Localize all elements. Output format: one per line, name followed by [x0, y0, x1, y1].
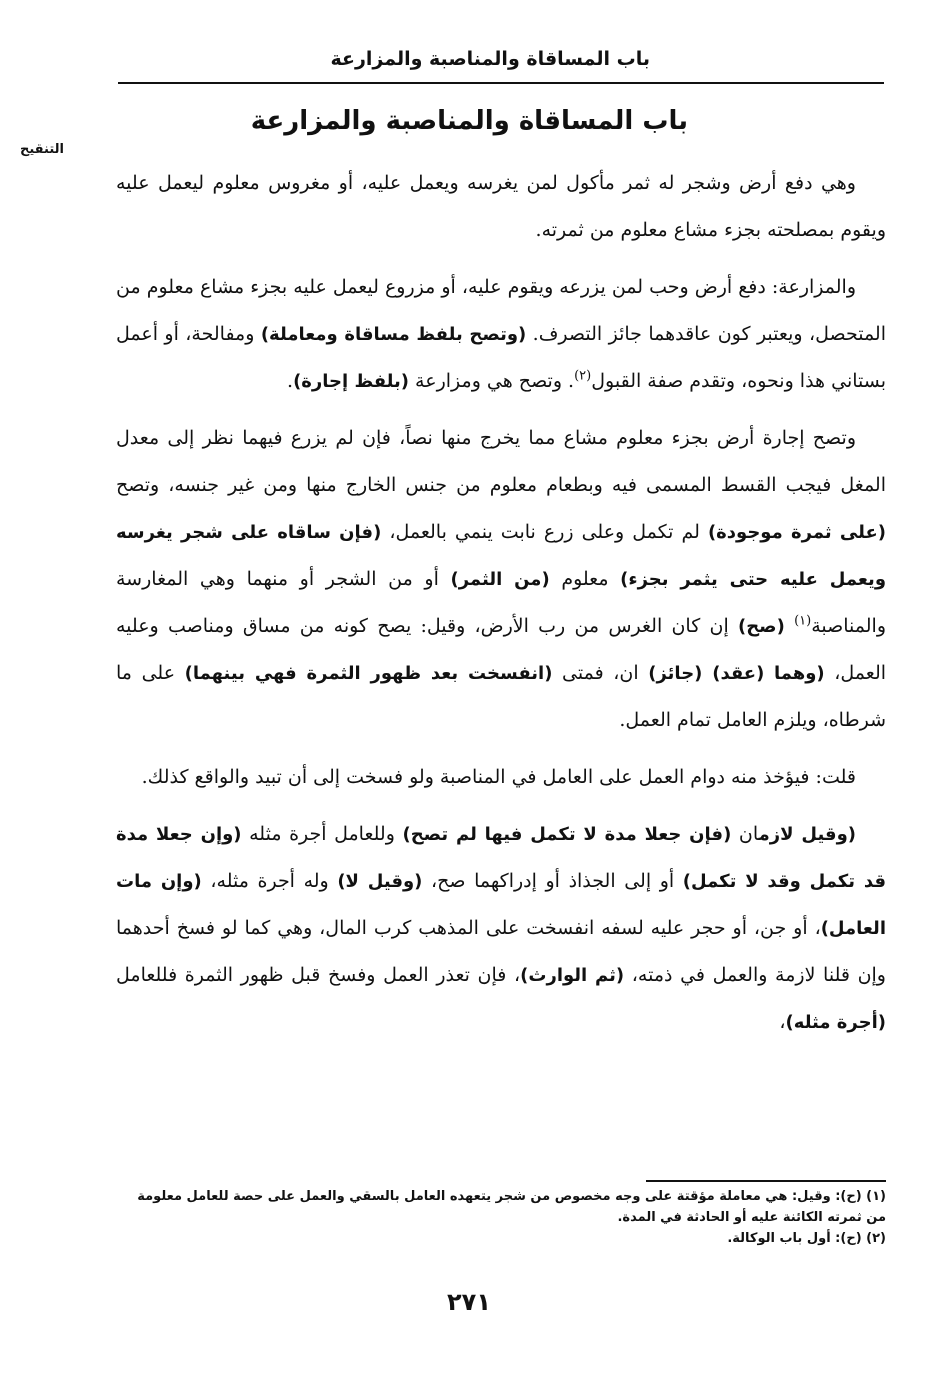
paragraph-definition-musaqat: وهي دفع أرض وشجر له ثمر مأكول لمن يغرسه ويعمل عليه، أو مغروس معلوم ليعمل عليه ويقوم بمصلحته بجزء مشاع معلوم من ثمرته. — [116, 172, 886, 241]
bold-run: (على ثمرة موجودة) — [707, 522, 886, 543]
header-rule — [118, 82, 884, 84]
bold-run: (عقد) (جائز) — [648, 663, 765, 684]
text-run: أو من الشجر أو منهما وهي المغارسة والمناصبة — [116, 568, 887, 637]
text-run: إن كان الغرس من رب الأرض، وقيل: يصح كونه من مساق ومناصب وعليه العمل، — [116, 615, 887, 684]
running-header: باب المساقاة والمناصبة والمزارعة — [330, 48, 650, 70]
body-text — [116, 160, 886, 1056]
text-run: ، فإن تعذر العمل وفسخ قبل ظهور الثمرة فللعامل — [116, 964, 521, 986]
bold-run: (من الثمر) — [450, 569, 550, 590]
text-run: ومفالحة، أو أعمل بستاني هذا ونحوه، وتقدم صفة القبول — [116, 323, 886, 392]
text-run: على ما شرطاه، ويلزم العامل تمام العمل. — [116, 662, 886, 731]
bold-run: (وهما — [773, 663, 825, 684]
text-run — [785, 615, 794, 637]
bold-run: (أجرة مثله) — [785, 1012, 886, 1033]
text-run: وللعامل أجرة مثله — [241, 823, 403, 845]
bold-run: (وتصح بلفظ مساقاة ومعاملة) — [260, 324, 527, 345]
paragraph-lazim — [116, 811, 886, 1046]
paragraph-ijara — [116, 415, 886, 744]
text-run: وتصح إجارة أرض بجزء معلوم مشاع مما يخرج منها نصاً، فإن لم يزرع فيهما نظر إلى معدل المغل فيجب القسط المسمى فيه وبطعام معلوم من جنس الخارج منها ومن غير جنسه، وتصح — [116, 427, 886, 496]
footnote-ref-1[interactable]: (١) — [794, 613, 812, 629]
text-run: ان — [731, 823, 759, 845]
text-run: ، — [779, 1011, 786, 1033]
bold-run: (وإن جعلا مدة قد تكمل وقد لا تكمل) — [116, 824, 887, 892]
bold-run: (انفسخت بعد ظهور الثمرة فهي بينهما) — [184, 663, 553, 684]
bold-run: (وقيل لا) — [337, 871, 423, 892]
chapter-title: باب المساقاة والمناصبة والمزارعة — [250, 106, 688, 136]
margin-note: التنقيح — [20, 142, 64, 157]
footnote-ref-2[interactable]: (٢) — [574, 368, 592, 384]
text-run: لم تكمل وعلى زرع نابت ينمي بالعمل، — [381, 521, 708, 543]
text-run: أو إلى الجذاذ أو إدراكهما صح، — [422, 870, 683, 892]
paragraph-qultu: قلت: فيؤخذ منه دوام العمل على العامل في المناصبة ولو فسخت إلى أن تبيد والواقع كذلك. — [141, 766, 856, 788]
footnote-rule — [646, 1180, 886, 1182]
footnotes — [116, 1186, 886, 1249]
bold-run: (فإن ساقاه على شجر يغرسه ويعمل عليه حتى يثمر بجزء) — [116, 522, 887, 590]
bold-run: (بلفظ إجارة) — [293, 371, 410, 392]
text-run: . وتصح هي ومزارعة — [409, 370, 575, 392]
text-run: . — [287, 370, 294, 392]
paragraph-muzaraa — [116, 264, 886, 405]
text-run: ان، فمتى — [552, 662, 649, 684]
text-run: وله أجرة مثله، — [201, 870, 338, 892]
page-number: ٢٧١ — [447, 1288, 491, 1316]
footnote-1: (١) (ح): وقيل: هي معاملة مؤقتة على وجه مخصوص من شجر يتعهده العامل بالسقي والعمل على حصة للعامل معلومة من ثمرته الكائنة عليه أو الحادثة في المدة. — [137, 1189, 886, 1225]
text-run: ، أو جن، أو حجر عليه لسفه انفسخت على المذهب كرب المال، وهي كما لو فسخ أحدهما وإن قلنا لازمة والعمل في ذمته، — [116, 917, 886, 986]
bold-run: (وقيل لازم — [758, 824, 856, 845]
text-run: معلوم — [549, 568, 621, 590]
text-run — [764, 662, 774, 684]
footnote-2: (٢) (ح): أول باب الوكالة. — [727, 1231, 886, 1246]
bold-run: (صح) — [737, 616, 785, 637]
text-run: والمزارعة: دفع أرض وحب لمن يزرعه ويقوم عليه، أو مزروع ليعمل عليه بجزء مشاع معلوم من المتحصل، ويعتبر كون عاقدهما جائز التصرف. — [116, 276, 886, 345]
bold-run: (فإن جعلا مدة لا تكمل فيها لم تصح) — [402, 824, 732, 845]
bold-run: (ثم الوارث) — [520, 965, 625, 986]
bold-run: (وإن مات العامل) — [116, 871, 886, 939]
